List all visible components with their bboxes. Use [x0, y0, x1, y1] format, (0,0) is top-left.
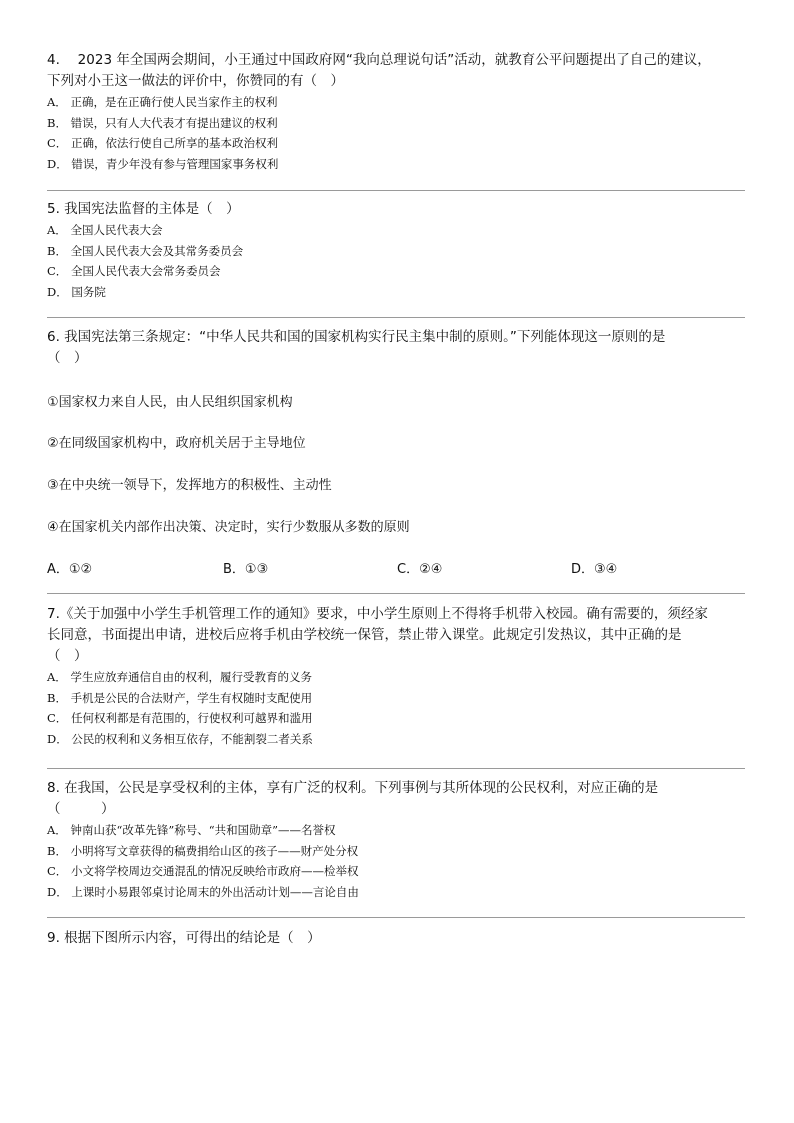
option-c[interactable]: C． 小文将学校周边交通混乱的情况反映给市政府——检举权 — [47, 864, 359, 878]
option-c[interactable]: C． 任何权利都是有范围的，行使权利可越界和滥用 — [47, 711, 313, 725]
option-a[interactable]: A． 正确，是在正确行使人民当家作主的权利 — [47, 95, 278, 109]
question-stem: 8. 在我国，公民是享受权利的主体，享有广泛的权利。下列事例与其所体现的公民权利，对应正确的是 — [47, 780, 659, 796]
question-7 — [47, 604, 747, 749]
statement-4: ④在国家机关内部作出决策、决定时，实行少数服从多数的原则 — [47, 520, 410, 535]
statement-2: ②在同级国家机构中，政府机关居于主导地位 — [47, 436, 306, 451]
option-row — [47, 560, 747, 580]
option-c[interactable]: C． 全国人民代表大会常务委员会 — [47, 264, 221, 278]
option-a[interactable]: A． 学生应放弃通信自由的权利，履行受教育的义务 — [47, 670, 312, 684]
question-stem: 9. 根据下图所示内容，可得出的结论是（ ） — [47, 930, 321, 946]
divider — [47, 917, 745, 918]
question-stem: 7.《关于加强中小学生手机管理工作的通知》要求，中小学生原则上不得将手机带入校园。确有需要的，须经家 — [47, 606, 708, 622]
option-b[interactable]: B．①③ — [223, 562, 269, 577]
divider — [47, 768, 745, 769]
divider — [47, 593, 745, 594]
question-9 — [47, 928, 747, 949]
option-d[interactable]: D． 上课时小易跟邻桌讨论周末的外出活动计划——言论自由 — [47, 884, 359, 899]
option-a[interactable]: A．①② — [47, 562, 93, 577]
option-b[interactable]: B． 手机是公民的合法财产，学生有权随时支配使用 — [47, 690, 313, 705]
option-c[interactable]: C． 正确，依法行使自己所享的基本政治权利 — [47, 136, 278, 150]
statement-1: ①国家权力来自人民，由人民组织国家机构 — [47, 395, 293, 410]
option-d[interactable]: D．③④ — [571, 562, 618, 577]
option-b[interactable]: B． 小明将写文章获得的稿费捐给山区的孩子——财产处分权 — [47, 843, 359, 858]
question-stem: （ ） — [47, 350, 88, 366]
question-5 — [47, 199, 747, 302]
question-6 — [47, 327, 747, 369]
option-d[interactable]: D． 国务院 — [47, 284, 106, 299]
question-stem: 长同意，书面提出申请，进校后应将手机由学校统一保管，禁止带入课堂。此规定引发热议，其中正确的是 — [47, 627, 682, 643]
question-4 — [47, 50, 747, 174]
question-stem: 下列对小王这一做法的评价中，你赞同的有（ ） — [47, 73, 344, 89]
option-a[interactable]: A． 全国人民代表大会 — [47, 223, 163, 237]
question-stem: 6. 我国宪法第三条规定：“中华人民共和国的国家机构实行民主集中制的原则。”下列能体现这一原则的是 — [47, 329, 666, 345]
statement-3: ③在中央统一领导下，发挥地方的积极性、主动性 — [47, 478, 332, 493]
option-a[interactable]: A． 钟南山获“改革先锋”称号、“共和国勋章”——名誉权 — [47, 823, 336, 837]
question-stem: 5. 我国宪法监督的主体是（ ） — [47, 201, 240, 217]
option-c[interactable]: C．②④ — [397, 562, 443, 577]
option-b[interactable]: B． 错误，只有人大代表才有提出建议的权利 — [47, 115, 278, 130]
option-d[interactable]: D． 错误，青少年没有参与管理国家事务权利 — [47, 156, 279, 171]
option-b[interactable]: B． 全国人民代表大会及其常务委员会 — [47, 243, 244, 258]
question-stem: 4. 2023 年全国两会期间，小王通过中国政府网“我向总理说句话”活动，就教育公平问题提出了自己的建议， — [47, 52, 711, 68]
question-8 — [47, 778, 747, 902]
option-d[interactable]: D． 公民的权利和义务相互依存，不能割裂二者关系 — [47, 731, 313, 746]
divider — [47, 190, 745, 191]
question-stem: （ ） — [47, 801, 115, 817]
question-stem: （ ） — [47, 648, 88, 664]
divider — [47, 317, 745, 318]
